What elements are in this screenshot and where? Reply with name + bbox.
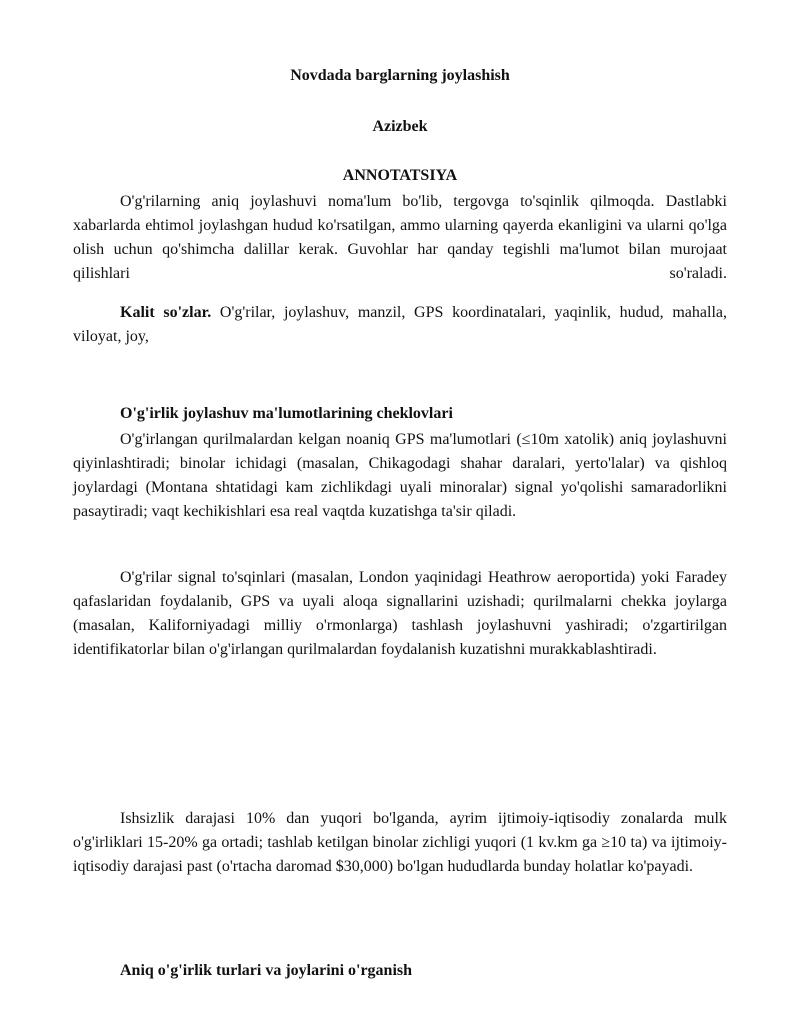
document-title: Novdada barglarning joylashish	[290, 67, 510, 84]
author-name: Azizbek	[372, 118, 428, 135]
abstract-paragraph: O'g'rilarning aniq joylashuvi noma'lum bo'lib, tergovga to'sqinlik qilmoqda. Dastlabki xabarlarda ehtimol joylashgan hudud ko'rsatilgan, ammo ularning qayerda ekanligini va ularni qo'lga olish uchun qo'shimcha dalillar kerak. Guvohlar har qanday tegishli ma'lumot bilan murojaat qilishlari so'raladi.	[73, 193, 727, 282]
limitations-paragraph-1: O'g'irlangan qurilmalardan kelgan noaniq GPS ma'lumotlari (≤10m xatolik) aniq joylashuvni qiyinlashtiradi; binolar ichidagi (masalan, Chikagodagi shahar daralari, yerto'lalar) va qishloq joylardagi (Montana shtatidagi kam zichlikdagi uyali minoralar) signal yo'qolishi samaradorlikni pasaytiradi; vaqt kechikishlari esa real vaqtda kuzatishga ta'sir qiladi.	[73, 431, 727, 520]
limitations-paragraph-3: Ishsizlik darajasi 10% dan yuqori bo'lganda, ayrim ijtimoiy-iqtisodiy zonalarda mulk o'g'irliklari 15-20% ga ortadi; tashlab ketilgan binolar zichligi yuqori (1 kv.km ga ≥10 ta) va ijtimoiy-iqtisodiy darajasi past (o'rtacha daromad $30,000) bo'lgan hududlarda bunday holatlar ko'payadi.	[73, 810, 727, 875]
keywords-label: Kalit so'zlar.	[120, 304, 212, 321]
abstract-heading: ANNOTATSIYA	[342, 167, 458, 184]
keywords-paragraph	[73, 301, 727, 349]
section-heading-theft-types: Aniq o'g'irlik turlari va joylarini o'rganish	[120, 962, 413, 979]
section-heading-limitations: O'g'irlik joylashuv ma'lumotlarining cheklovlari	[120, 405, 453, 422]
keywords-text: O'g'rilar, joylashuv, manzil, GPS koordinatalari, yaqinlik, hudud, mahalla, viloyat, joy,	[73, 304, 728, 345]
limitations-paragraph-2: O'g'rilar signal to'sqinlari (masalan, London yaqinidagi Heathrow aeroportida) yoki Faradey qafaslaridan foydalanib, GPS va uyali aloqa signallarini uzishadi; qurilmalarni chekka joylarga (masalan, Kaliforniyadagi milliy o'rmonlarga) tashlash joylashuvni yashiradi; o'zgartirilgan identifikatorlar bilan o'g'irlangan qurilmalardan foydalanish kuzatishni murakkablashtiradi.	[73, 569, 727, 658]
